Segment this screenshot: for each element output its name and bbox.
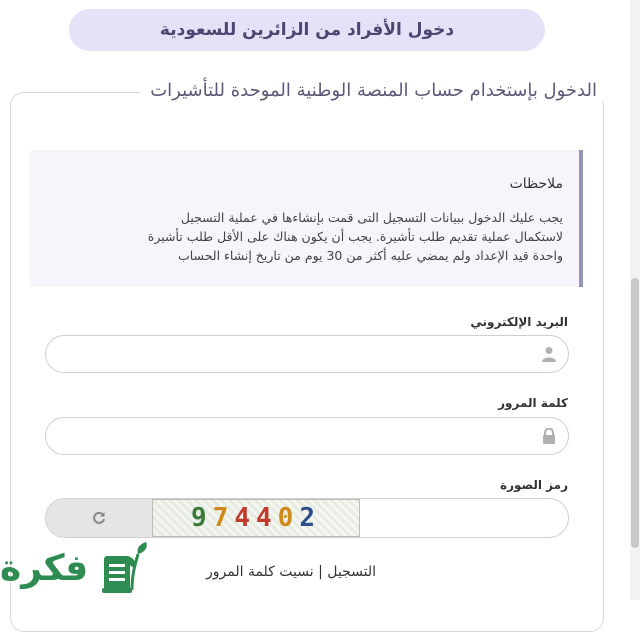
email-label: البريد الإلكتروني [470,315,568,329]
fieldset-legend: الدخول بإستخدام حساب المنصة الوطنية الموحدة للتأشيرات [140,80,607,101]
notes-line-3: واحدة قيد الإعداد ولم يمضي عليه أكثر من 30 يوم من تاريخ إنشاء الحساب [177,248,563,263]
notes-line-2: لاستكمال عملية تقديم طلب تأشيرة. يجب أن يكون هناك على الأقل طلب تأشيرة [147,229,563,244]
user-icon [542,346,556,362]
email-field[interactable] [45,335,569,373]
footer-links [206,564,376,580]
scrollbar[interactable] [630,0,640,600]
notes-body [46,208,563,265]
notes-title: ملاحظات [509,176,563,192]
link-separator: | [313,564,328,580]
captcha-digits: 974402 [191,503,321,533]
book-plant-icon [98,542,150,598]
captcha-label: رمز الصورة [500,478,568,492]
captcha-image [152,499,360,537]
watermark-logo [0,540,152,600]
page-title-text: دخول الأفراد من الزائرين للسعودية [159,20,455,40]
lock-icon [542,428,556,444]
page-title [69,9,545,51]
register-link[interactable]: التسجيل [327,564,377,580]
forgot-password-link[interactable]: نسيت كلمة المرور [206,564,314,580]
refresh-icon [92,511,106,525]
captcha-field[interactable] [45,498,569,538]
password-field[interactable] [45,417,569,455]
notes-line-1: يجب عليك الدخول ببيانات التسجيل التى قمت بإنشاءها في عملية التسجيل [180,210,563,225]
password-label: كلمة المرور [498,396,568,410]
refresh-captcha-button[interactable] [46,499,152,537]
scrollbar-thumb[interactable] [631,278,639,548]
watermark-text: فكرة [0,548,89,589]
notes-box [30,150,583,287]
